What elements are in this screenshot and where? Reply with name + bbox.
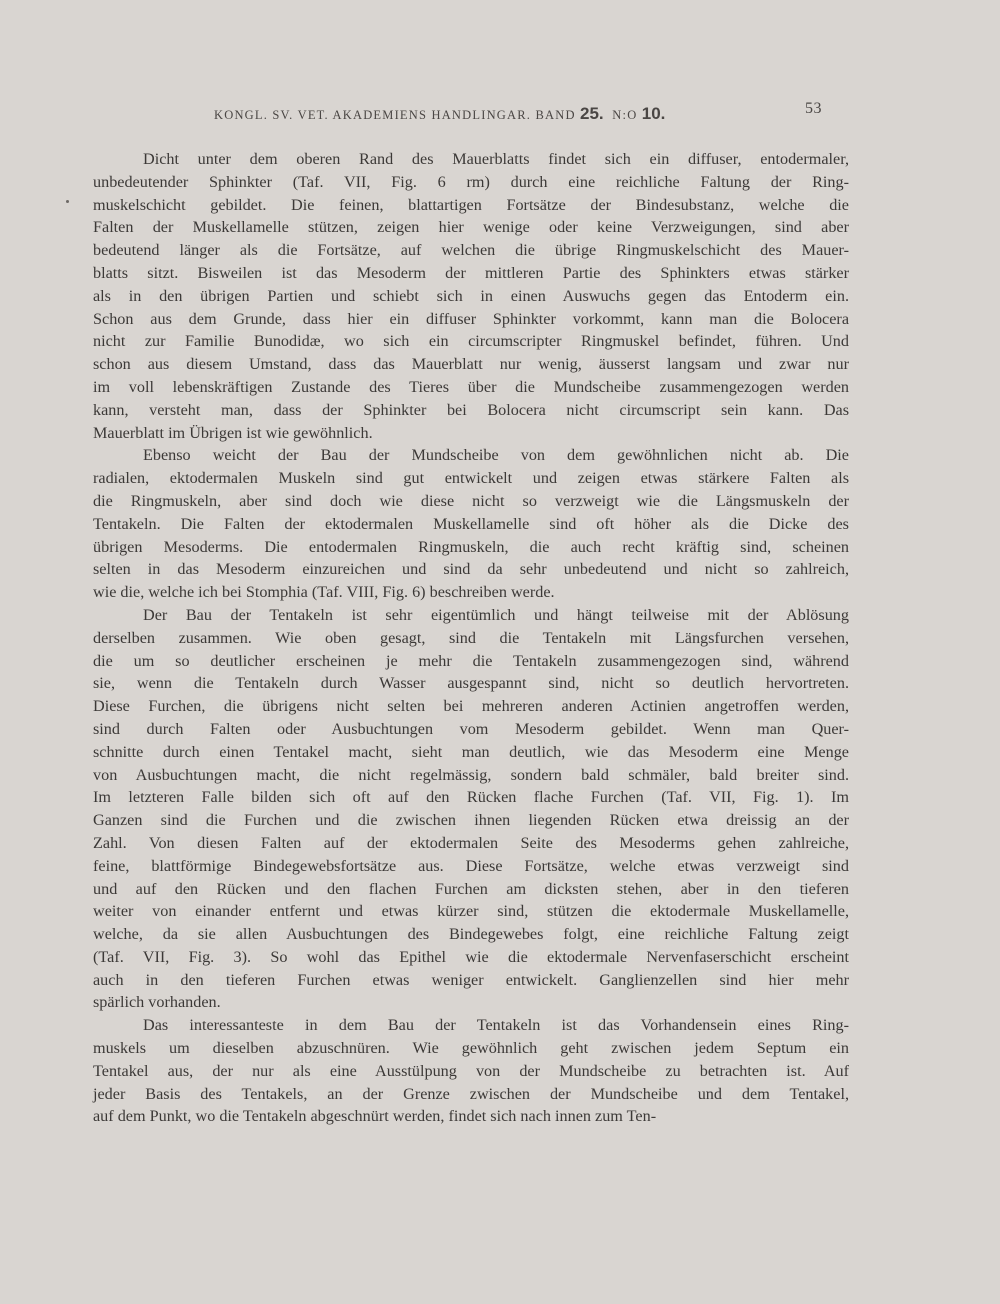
text-line: spärlich vorhanden. <box>93 993 221 1012</box>
text-line: auch in den tieferen Furchen etwas weniger entwickelt. Ganglienzellen sind hier mehr <box>93 970 849 989</box>
band-number: 25. <box>580 104 604 123</box>
text-line: Dicht unter dem oberen Rand des Mauerblatts findet sich ein diffuser, entodermaler, <box>143 150 849 168</box>
text-line: Ebenso weicht der Bau der Mundscheibe von dem gewöhnlichen nicht ab. Die <box>143 446 849 465</box>
text-line: Im letzteren Falle bilden sich oft auf den Rücken flache Furchen (Taf. VII, Fig. 1). Im <box>93 788 849 807</box>
text-line: sie, wenn die Tentakeln durch Wasser ausgespannt sind, nicht so deutlich hervortreten. <box>93 674 849 693</box>
text-line: die Ringmuskeln, aber sind doch wie diese nicht so verzweigt wie die Längsmuskeln der <box>93 491 849 510</box>
text-line: Mauerblatt im Übrigen ist wie gewöhnlich. <box>93 423 373 442</box>
text-line: auf dem Punkt, wo die Tentakeln abgeschnürt werden, findet sich nach innen zum Ten- <box>93 1107 657 1126</box>
text-line: übrigen Mesoderms. Die entodermalen Ringmuskeln, die auch recht kräftig sind, scheinen <box>93 537 849 556</box>
text-line: sind durch Falten oder Ausbuchtungen vom Mesoderm gebildet. Wenn man Quer- <box>93 719 849 738</box>
text-line: als in den übrigen Partien und schiebt sich in einen Auswuchs gegen das Entoderm ein. <box>93 286 849 305</box>
text-line: Das interessanteste in dem Bau der Tentakeln ist das Vorhandensein eines Ring- <box>143 1016 849 1035</box>
text-line: bedeutend länger als die Fortsätze, auf welchen die übrige Ringmuskelschicht des Mauer- <box>93 241 849 260</box>
text-line: unbedeutender Sphinkter (Taf. VII, Fig. 6 rm) durch eine reichliche Faltung der Ring- <box>93 172 849 191</box>
text-line: Ganzen sind die Furchen und die zwischen ihnen liegenden Rücken etwa dreissig an der <box>93 811 849 830</box>
text-line: selten in das Mesoderm einzureichen und sind da sehr unbedeutend und nicht so zahlreich, <box>93 560 849 579</box>
text-line: Schon aus dem Grunde, dass hier ein diffuser Sphinkter vorkommt, kann man die Bolocera <box>93 309 849 328</box>
text-line: von Ausbuchtungen macht, die nicht regelmässig, sondern bald schmäler, bald breiter sind. <box>93 765 849 784</box>
text-line: kann, versteht man, dass der Sphinkter bei Bolocera nicht circumscript sein kann. Das <box>93 400 849 419</box>
body-text <box>93 148 849 1128</box>
text-line: Falten der Muskellamelle stützen, zeigen hier wenige oder keine Verzweigungen, sind aber <box>93 218 849 237</box>
text-line: muskelschicht gebildet. Die feinen, blattartigen Fortsätze der Bindesubstanz, welche die <box>93 195 849 214</box>
text-line: (Taf. VII, Fig. 3). So wohl das Epithel wie die ektodermale Nervenfaserschicht erscheint <box>93 947 849 966</box>
number-label: N:O <box>612 108 638 122</box>
text-line: im voll lebenskräftigen Zustande des Tieres über die Mundscheibe zusammengezogen werden <box>93 377 849 396</box>
text-line: und auf den Rücken und den flachen Furchen am dicksten stehen, aber in den tieferen <box>93 879 849 898</box>
running-title-text: KONGL. SV. VET. AKADEMIENS HANDLINGAR. BAND <box>214 108 576 122</box>
text-line: Diese Furchen, die übrigens nicht selten bei mehreren anderen Actinien angetroffen werden, <box>93 697 849 716</box>
text-line: Der Bau der Tentakeln ist sehr eigentümlich und hängt teilweise mit der Ablösung <box>143 605 849 624</box>
text-line: Tentakeln. Die Falten der ektodermalen Muskellamelle sind oft höher als die Dicke des <box>93 514 849 533</box>
text-line: muskels um dieselben abzuschnüren. Wie gewöhnlich geht zwischen jedem Septum ein <box>93 1039 849 1058</box>
text-line: wie die, welche ich bei Stomphia (Taf. VIII, Fig. 6) beschreiben werde. <box>93 583 555 602</box>
running-title <box>214 104 665 124</box>
text-line: nicht zur Familie Bunodidæ, wo sich ein circumscripter Ringmuskel befindet, führen. Und <box>93 332 849 351</box>
text-line: derselben zusammen. Wie oben gesagt, sind die Tentakeln mit Längsfurchen versehen, <box>93 628 849 647</box>
issue-number: 10. <box>641 104 666 123</box>
text-line: schnitte durch einen Tentakel macht, sieht man deutlich, wie das Mesoderm eine Menge <box>93 742 849 761</box>
margin-mark <box>66 200 69 203</box>
text-line: radialen, ektodermalen Muskeln sind gut entwickelt und zeigen etwas stärkere Falten als <box>93 469 849 488</box>
text-line: jeder Basis des Tentakels, an der Grenze zwischen der Mundscheibe und dem Tentakel, <box>93 1084 849 1103</box>
text-line: weiter von einander entfernt und etwas kürzer sind, stützen die ektodermale Muskellamelle, <box>93 902 849 921</box>
text-line: die um so deutlicher erscheinen je mehr die Tentakeln zusammengezogen sind, während <box>93 651 849 670</box>
text-line: schon aus diesem Umstand, dass das Mauerblatt nur wenig, äusserst langsam und zwar nur <box>93 355 849 374</box>
text-line: blatts sitzt. Bisweilen ist das Mesoderm der mittleren Partie des Sphinkters etwas stärker <box>93 263 849 282</box>
text-line: Tentakel aus, der nur als eine Ausstülpung von der Mundscheibe zu betrachten ist. Auf <box>93 1061 849 1080</box>
text-line: welche, da sie allen Ausbuchtungen des Bindegewebes folgt, eine reichliche Faltung zeigt <box>93 925 849 944</box>
text-line: Zahl. Von diesen Falten auf der ektodermalen Seite des Mesoderms gehen zahlreiche, <box>93 833 849 852</box>
running-header <box>214 98 822 122</box>
text-line: feine, blattförmige Bindegewebsfortsätze aus. Diese Fortsätze, welche etwas verzweigt sind <box>93 856 849 875</box>
page-number: 53 <box>805 100 822 117</box>
